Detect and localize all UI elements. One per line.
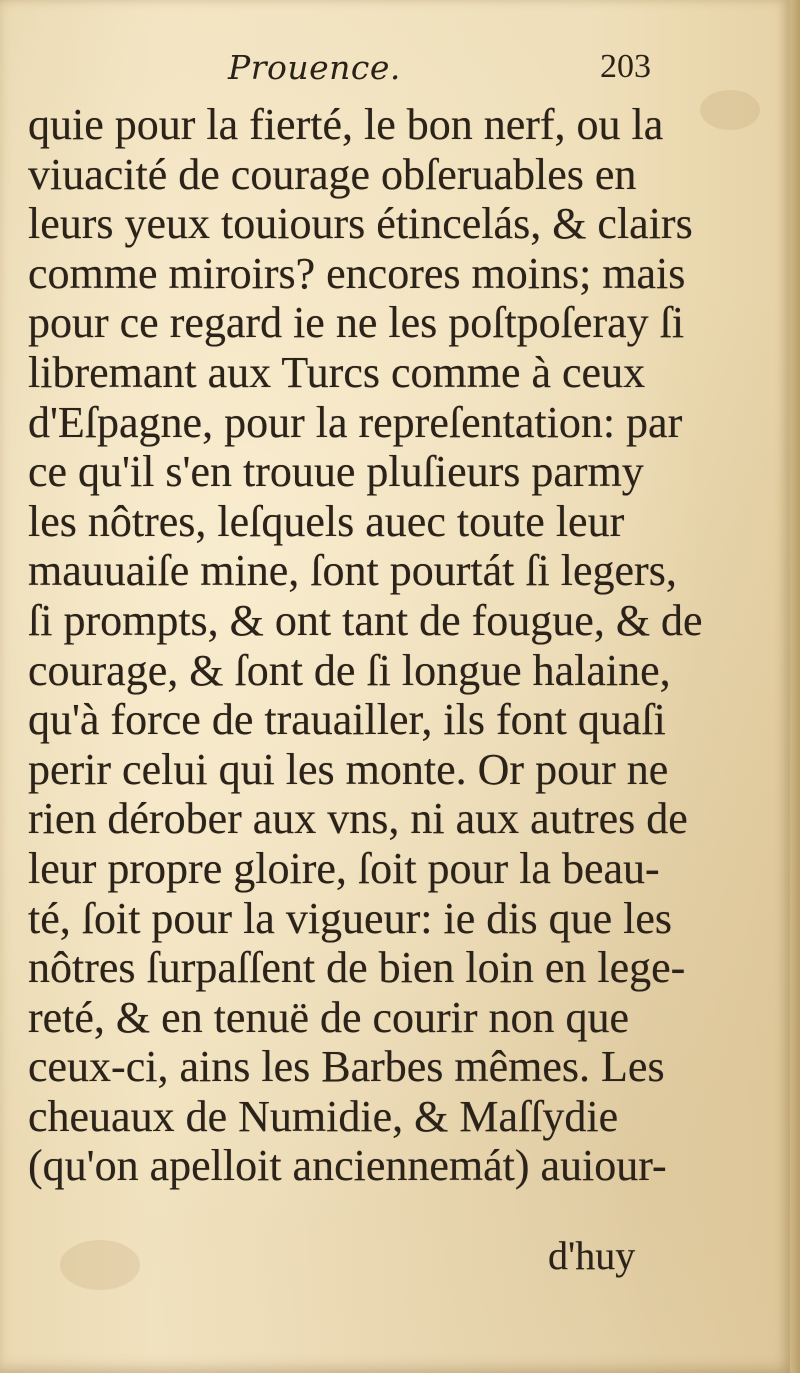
- text-line: leur propre gloire, ſoit pour la beau-: [28, 843, 660, 893]
- text-line: leurs yeux touiours étincelás, & clairs: [28, 199, 693, 249]
- text-line: mauuaiſe mine, ſont pourtát ſi legers,: [28, 546, 677, 596]
- text-line: qu'à force de trauailler, ils font quaſi: [28, 695, 666, 745]
- paper-stain: [60, 1240, 140, 1290]
- body-text: [28, 100, 703, 1191]
- text-line: reté, & en tenuë de courir non que: [28, 992, 630, 1042]
- text-line: libremant aux Turcs comme à ceux: [28, 347, 646, 397]
- text-line: quie pour la fierté, le bon nerf, ou la: [28, 100, 664, 149]
- page-header: [0, 40, 790, 100]
- page-edge: [790, 0, 800, 1373]
- text-line: ſi prompts, & ont tant de fougue, & de: [28, 595, 703, 645]
- text-line: (qu'on apelloit anciennemát) auiour-: [28, 1141, 667, 1191]
- running-title: Prouence.: [228, 48, 401, 87]
- catchword: d'huy: [548, 1233, 636, 1278]
- text-line: les nôtres, leſquels auec toute leur: [28, 496, 625, 546]
- text-line: pour ce regard ie ne les poſtpoſeray ſi: [28, 298, 685, 348]
- page-number: 203: [600, 48, 651, 85]
- text-line: courage, & ſont de ſi longue halaine,: [28, 645, 671, 695]
- text-line: d'Eſpagne, pour la repreſentation: par: [28, 397, 683, 447]
- text-line: rien dérober aux vns, ni aux autres de: [28, 794, 688, 844]
- text-line: té, ſoit pour la vigueur: ie dis que les: [28, 893, 672, 943]
- text-line: ce qu'il s'en trouue pluſieurs parmy: [28, 447, 644, 497]
- text-line: perir celui qui les monte. Or pour ne: [28, 744, 669, 794]
- text-line: ceux-ci, ains les Barbes mêmes. Les: [28, 1042, 665, 1092]
- text-line: viuacité de courage obſeruables en: [28, 149, 637, 199]
- text-line: cheuaux de Numidie, & Maſſydie: [28, 1091, 619, 1141]
- text-line: nôtres ſurpaſſent de bien loin en lege-: [28, 943, 686, 993]
- text-line: comme miroirs? encores moins; mais: [28, 248, 686, 298]
